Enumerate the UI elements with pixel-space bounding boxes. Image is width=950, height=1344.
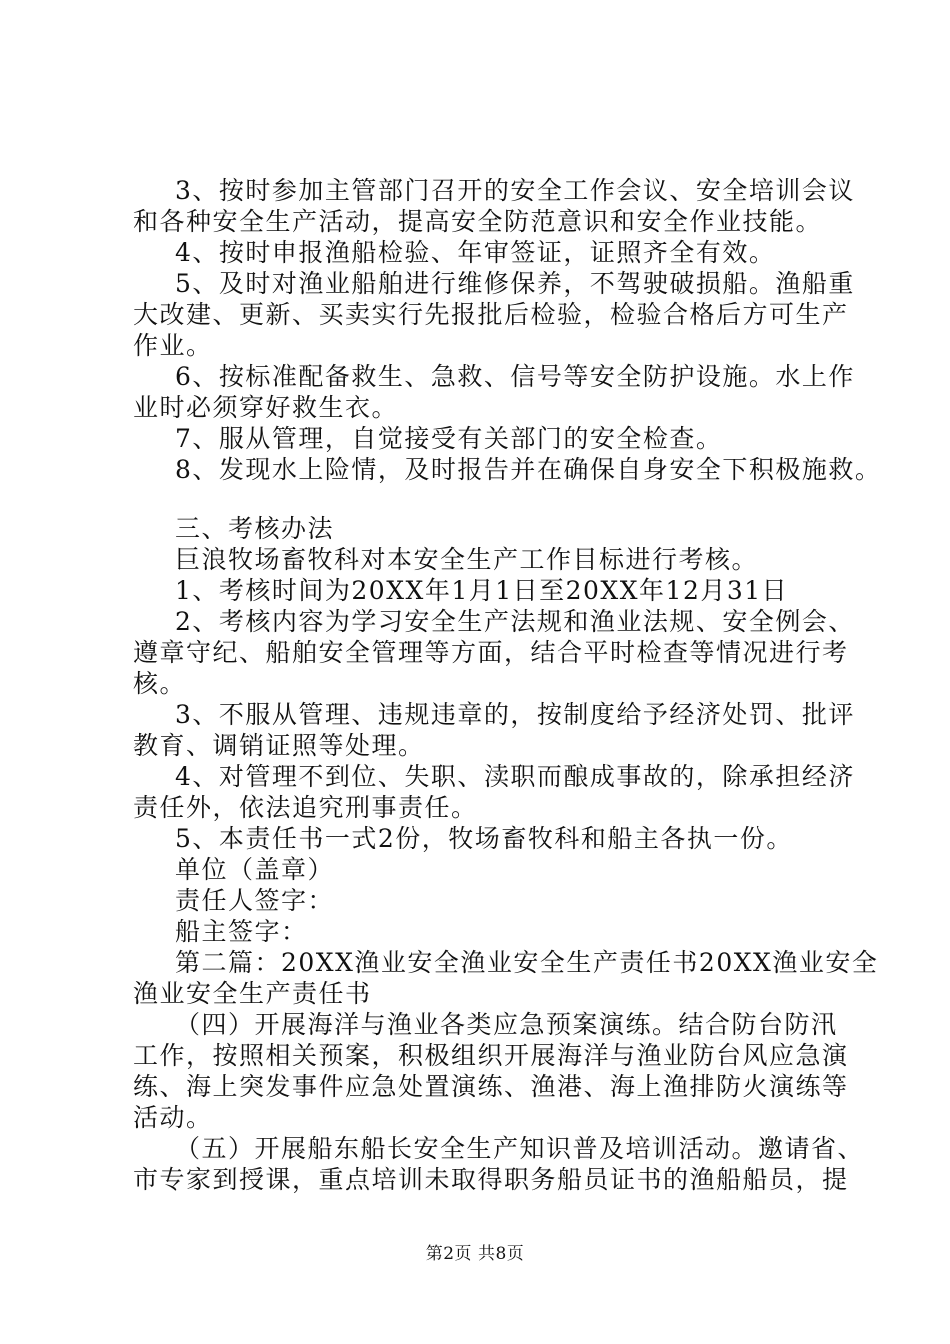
para-line-10: 8、发现水上险情，及时报告并在确保自身安全下积极施救。	[175, 455, 882, 484]
para-line-8: 业时必须穿好救生衣。	[133, 393, 399, 422]
part-two-title-line-2: 渔业安全生产责任书	[133, 979, 372, 1008]
para-line-9: 7、服从管理，自觉接受有关部门的安全检查。	[175, 424, 723, 453]
para-line-14: 2、考核内容为学习安全生产法规和渔业法规、安全例会、	[175, 607, 855, 636]
page-footer: 第2页 共8页	[425, 1244, 525, 1264]
para-line-5: 大改建、更新、买卖实行先报批后检验，检验合格后方可生产	[133, 300, 849, 329]
para-line-29: 练、海上突发事件应急处置演练、渔港、海上渔排防火演练等	[133, 1072, 849, 1101]
signature-unit: 单位（盖章）	[175, 855, 335, 884]
para-line-4: 5、及时对渔业船舶进行维修保养，不驾驶破损船。渔船重	[175, 269, 855, 298]
para-line-31: （五）开展船东船长安全生产知识普及培训活动。邀请省、	[175, 1134, 865, 1163]
para-line-16: 核。	[133, 669, 187, 698]
part-two-title-line-1: 第二篇：20XX渔业安全渔业安全生产责任书20XX渔业安全	[175, 948, 879, 977]
para-line-1: 3、按时参加主管部门召开的安全工作会议、安全培训会议	[175, 176, 855, 205]
para-line-15: 遵章守纪、船舶安全管理等方面，结合平时检查等情况进行考	[133, 638, 849, 667]
para-line-27: （四）开展海洋与渔业各类应急预案演练。结合防台防汛	[175, 1010, 838, 1039]
para-line-19: 4、对管理不到位、失职、渎职而酿成事故的，除承担经济	[175, 762, 855, 791]
para-line-12: 巨浪牧场畜牧科对本安全生产工作目标进行考核。	[175, 545, 759, 574]
para-line-17: 3、不服从管理、违规违章的，按制度给予经济处罚、批评	[175, 700, 855, 729]
signature-responsible: 责任人签字：	[175, 886, 335, 915]
para-line-6: 作业。	[133, 331, 213, 360]
section-heading: 三、考核办法	[175, 514, 335, 543]
para-line-32: 市专家到授课，重点培训未取得职务船员证书的渔船船员，提	[133, 1165, 849, 1194]
para-line-3: 4、按时申报渔船检验、年审签证，证照齐全有效。	[175, 238, 776, 267]
para-line-13: 1、考核时间为20XX年1月1日至20XX年12月31日	[175, 576, 789, 605]
para-line-28: 工作，按照相关预案，积极组织开展海洋与渔业防台风应急演	[133, 1041, 849, 1070]
para-line-2: 和各种安全生产活动，提高安全防范意识和安全作业技能。	[133, 207, 823, 236]
para-line-30: 活动。	[133, 1103, 213, 1132]
para-line-21: 5、本责任书一式2份，牧场畜牧科和船主各执一份。	[175, 824, 793, 853]
para-line-20: 责任外，依法追究刑事责任。	[133, 793, 478, 822]
para-line-7: 6、按标准配备救生、急救、信号等安全防护设施。水上作	[175, 362, 855, 391]
para-line-18: 教育、调销证照等处理。	[133, 731, 425, 760]
signature-owner: 船主签字：	[175, 917, 308, 946]
